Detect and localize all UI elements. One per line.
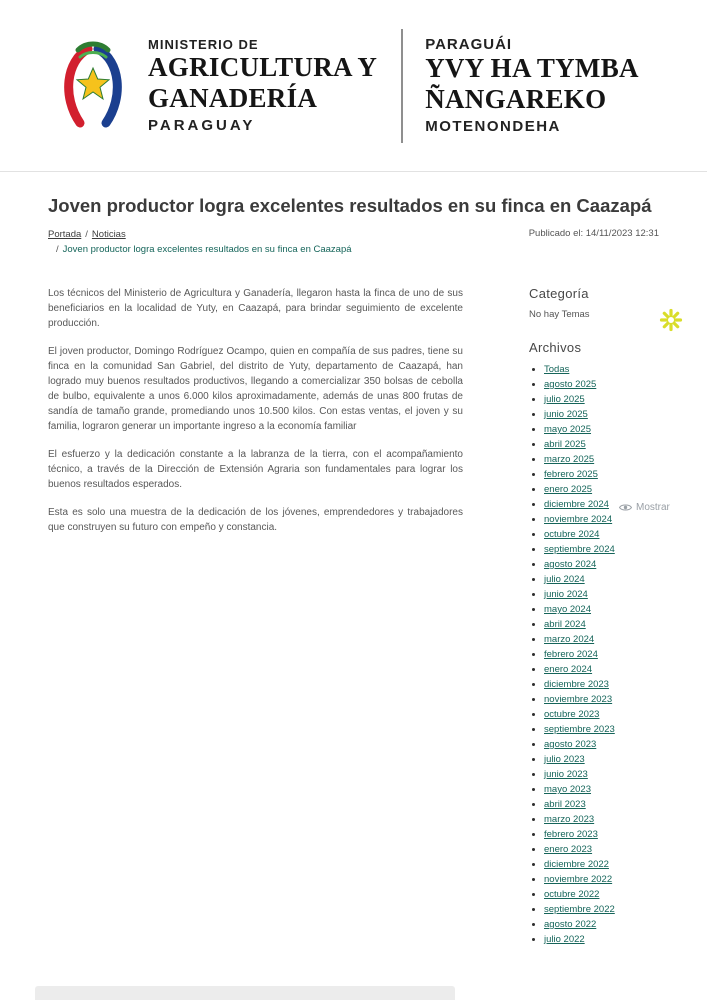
article-paragraph: Los técnicos del Ministerio de Agricultura y Ganadería, llegaron hasta la finca de uno de sus beneficiarios en la localidad de Yuty, en Caazapá, para brindar seguimiento de excelente producción. (48, 288, 463, 329)
archive-link[interactable]: junio 2024 (544, 589, 588, 600)
show-button[interactable] (615, 500, 674, 515)
archive-list-item (544, 543, 679, 558)
archives-list (529, 363, 679, 948)
archive-link[interactable]: enero 2024 (544, 664, 593, 675)
archive-link[interactable]: marzo 2024 (544, 634, 595, 645)
archive-list-item (544, 468, 679, 483)
footer-bar (35, 986, 455, 1000)
article-head (0, 172, 707, 256)
breadcrumb-separator: / (56, 244, 59, 255)
breadcrumb (48, 228, 352, 256)
archive-list-item (544, 408, 679, 423)
archive-link[interactable]: septiembre 2023 (544, 724, 615, 735)
breadcrumb-current (48, 243, 352, 256)
accessibility-widget-button[interactable] (659, 308, 683, 332)
archive-link[interactable]: mayo 2024 (544, 604, 592, 615)
archives-heading: Archivos (529, 340, 582, 355)
archive-list-item (544, 588, 679, 603)
archive-list-item (544, 648, 679, 663)
archive-link[interactable]: diciembre 2023 (544, 679, 609, 690)
archive-list-item (544, 843, 679, 858)
ministry-line4: PARAGUAY (148, 117, 256, 134)
guarani-line1: PARAGUÁI (425, 36, 513, 53)
archive-list-item (544, 738, 679, 753)
archive-list-item (544, 423, 679, 438)
archive-link[interactable]: abril 2025 (544, 439, 586, 450)
archive-link[interactable]: mayo 2023 (544, 784, 592, 795)
archive-link[interactable]: febrero 2024 (544, 649, 598, 660)
archive-list-item (544, 633, 679, 648)
page-title: Joven productor logra excelentes resultados en su finca en Caazapá (48, 195, 652, 216)
mag-logo (50, 35, 138, 136)
breadcrumb-home-link[interactable]: Portada (48, 229, 82, 240)
archive-link[interactable]: enero 2025 (544, 484, 593, 495)
archive-link[interactable]: agosto 2024 (544, 559, 597, 570)
archive-link[interactable]: noviembre 2022 (544, 874, 613, 885)
archive-list-item (544, 393, 679, 408)
archive-list-item (544, 363, 679, 378)
archive-list-item (544, 528, 679, 543)
archive-list-item (544, 798, 679, 813)
archive-link[interactable]: abril 2023 (544, 799, 586, 810)
archive-list-item (544, 438, 679, 453)
archive-link[interactable]: enero 2023 (544, 844, 593, 855)
guarani-line2: YVY HA TYMBA (425, 53, 639, 83)
eye-icon (619, 503, 632, 512)
archive-link[interactable]: diciembre 2024 (544, 499, 609, 510)
ministry-line1: MINISTERIO DE (148, 37, 259, 52)
article-paragraph: El joven productor, Domingo Rodríguez Ocampo, quien en compañía de sus padres, tiene su finca en la comunidad San Gabriel, del distrito de Yuty, departamento de Caazapá, han logrado muy buenos resultados productivos, llegando a comercializar 350 bolsas de cebolla de bulbo, equivalente a unos 6.000 kilos aproximadamente, además de unas 800 frutas de sandía de tamaño grande, promediando unos 10.500 kilos. Con estas ventas, el joven y su familia, lograron generar un importante ingreso a la economía familiar (48, 346, 463, 432)
archive-link[interactable]: octubre 2023 (544, 709, 600, 720)
archive-list-item (544, 663, 679, 678)
site-header (0, 0, 707, 172)
archive-link[interactable]: agosto 2023 (544, 739, 597, 750)
guarani-brand (425, 36, 639, 135)
ministry-line3: GANADERÍA (148, 83, 318, 113)
guarani-line4: MOTENONDEHA (425, 118, 561, 135)
archive-link[interactable]: noviembre 2024 (544, 514, 613, 525)
header-divider (401, 29, 403, 143)
archive-link[interactable]: febrero 2025 (544, 469, 598, 480)
guarani-line3: ÑANGAREKO (425, 84, 607, 114)
breadcrumb-separator: / (85, 229, 88, 240)
archive-link[interactable]: septiembre 2024 (544, 544, 615, 555)
archive-link[interactable]: septiembre 2022 (544, 904, 615, 915)
archive-list-item (544, 603, 679, 618)
archive-list-item (544, 783, 679, 798)
category-heading: Categoría (529, 286, 589, 301)
archive-list-item (544, 813, 679, 828)
category-empty-text: No hay Temas (529, 309, 590, 320)
main-content (0, 286, 707, 948)
archive-link[interactable]: junio 2023 (544, 769, 588, 780)
archive-link[interactable]: octubre 2024 (544, 529, 600, 540)
archive-list-item (544, 828, 679, 843)
breadcrumb-section-link[interactable]: Noticias (91, 229, 126, 240)
archive-link[interactable]: mayo 2025 (544, 424, 592, 435)
archive-link[interactable]: noviembre 2023 (544, 694, 613, 705)
archive-link[interactable]: junio 2025 (544, 409, 588, 420)
asterisk-icon (659, 308, 683, 332)
archive-list-item (544, 903, 679, 918)
archive-list-item (544, 378, 679, 393)
archive-list-item (544, 558, 679, 573)
published-date: Publicado el: 14/11/2023 12:31 (528, 228, 659, 239)
archive-link[interactable]: julio 2024 (544, 574, 585, 585)
archive-link[interactable]: agosto 2025 (544, 379, 597, 390)
archive-list-item (544, 678, 679, 693)
ministry-line2: AGRICULTURA Y (148, 52, 378, 82)
archive-list-item (544, 873, 679, 888)
archive-list-item (544, 888, 679, 903)
archive-link[interactable]: octubre 2022 (544, 889, 600, 900)
archive-link[interactable]: julio 2022 (544, 934, 585, 945)
article-body (48, 286, 463, 948)
archive-list-item (544, 483, 679, 498)
archive-list-item (544, 918, 679, 933)
archive-link[interactable]: marzo 2023 (544, 814, 595, 825)
archive-list-item (544, 708, 679, 723)
ministry-brand (148, 37, 377, 134)
sidebar (529, 286, 679, 948)
breadcrumb-current-label: Joven productor logra excelentes resultados en su finca en Caazapá (62, 244, 352, 255)
archive-list-item (544, 618, 679, 633)
article-paragraph: Esta es solo una muestra de la dedicación de los jóvenes, emprendedores y trabajadores que construyen su futuro con empeño y constancia. (48, 507, 463, 533)
paraguay-coat-of-arms-icon (50, 35, 136, 131)
article-paragraph: El esfuerzo y la dedicación constante a la labranza de la tierra, con el acompañamiento técnico, a través de la Dirección de Extensión Agraria son fundamentales para lograr los buenos resultados esperados. (48, 449, 463, 490)
archive-link[interactable]: julio 2025 (544, 394, 585, 405)
archive-list-item (544, 573, 679, 588)
archive-link[interactable]: Todas (544, 364, 570, 375)
archive-link[interactable]: diciembre 2022 (544, 859, 609, 870)
archive-link[interactable]: julio 2023 (544, 754, 585, 765)
archive-link[interactable]: agosto 2022 (544, 919, 597, 930)
archive-list-item (544, 453, 679, 468)
meta-row (48, 228, 659, 256)
archive-list-item (544, 768, 679, 783)
archive-link[interactable]: abril 2024 (544, 619, 586, 630)
archive-link[interactable]: marzo 2025 (544, 454, 595, 465)
archive-list-item (544, 933, 679, 948)
archive-list-item (544, 513, 679, 528)
show-button-label: Mostrar (636, 502, 670, 513)
archive-list-item (544, 693, 679, 708)
archive-list-item (544, 858, 679, 873)
archive-list-item (544, 753, 679, 768)
archive-list-item (544, 723, 679, 738)
archive-link[interactable]: febrero 2023 (544, 829, 598, 840)
